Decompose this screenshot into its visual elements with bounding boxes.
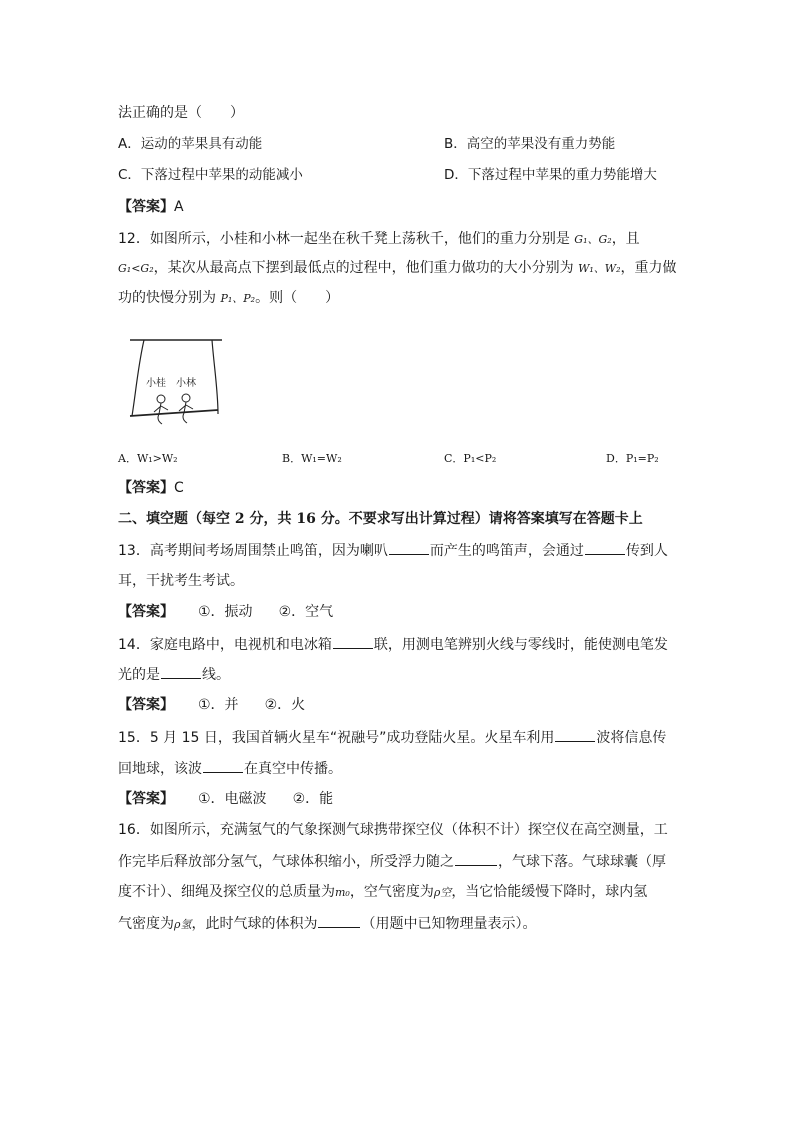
q11-stem-end: 法正确的是（ ） <box>118 105 244 121</box>
q14-line-2 <box>118 664 230 685</box>
answer-2: ②．空气 <box>278 604 334 620</box>
q12-option-c: C．P₁<P₂ <box>444 452 497 465</box>
swing-rope-left <box>132 340 144 416</box>
q13-text: 13．高考期间考场周围禁止鸣笛，因为喇叭 <box>118 543 388 559</box>
q12-text: 。则（ ） <box>255 290 340 306</box>
q12-text: ，且 <box>611 231 640 247</box>
answer-tag: 【答案】 <box>118 199 174 215</box>
q12-text: ，重力做 <box>620 260 677 276</box>
answer-2: ②．能 <box>292 791 334 807</box>
q13-text: 传到人 <box>625 543 668 559</box>
q12-line-2 <box>118 258 677 279</box>
q14-text: 联，用测电笔辨别火线与零线时，能使测电笔发 <box>373 637 668 653</box>
q13-line-1 <box>118 540 668 561</box>
q11-option-c: C．下落过程中苹果的动能减小 <box>118 167 303 183</box>
q12-answer <box>118 478 184 498</box>
q12-option-a: A．W₁>W₂ <box>118 452 178 465</box>
q16-text: 度不计）、细绳及探空仪的总质量为 <box>118 884 335 900</box>
section-2-heading: 二、填空题（每空 2 分，共 16 分。不要求写出计算过程）请将答案填写在答题卡上 <box>118 511 643 527</box>
q14-text: 光的是 <box>118 667 160 683</box>
q16-air-density-symbol: ρ空 <box>433 886 452 899</box>
answer-blank[interactable] <box>455 851 497 866</box>
q13-answer <box>118 602 333 622</box>
swing-figure <box>126 336 226 426</box>
person-head-2 <box>182 394 190 402</box>
answer-blank[interactable] <box>389 540 429 555</box>
q16-mass-symbol: m₀ <box>335 886 350 899</box>
q16-text: ，当它恰能缓慢下降时，球内氢 <box>451 884 648 900</box>
q11-option-a: A．运动的苹果具有动能 <box>118 136 263 152</box>
q12-text: ，某次从最高点下摆到最低点的过程中，他们重力做功的大小分别为 <box>153 260 574 276</box>
q14-text: 14．家庭电路中，电视机和电冰箱 <box>118 637 332 653</box>
q12-text: 功的快慢分别为 <box>118 290 216 306</box>
q12-p-pair: P₁、P₂ <box>220 292 256 305</box>
answer-tag: 【答案】 <box>118 480 174 496</box>
answer-blank[interactable] <box>318 913 360 928</box>
q16-text: 气密度为 <box>118 916 174 932</box>
answer-blank[interactable] <box>333 634 373 649</box>
q12-text: 12．如图所示，小桂和小林一起坐在秋千凳上荡秋千，他们的重力分别是 <box>118 231 570 247</box>
q14-answer <box>118 695 305 715</box>
q12-option-d: D．P₁=P₂ <box>606 452 659 465</box>
answer-2: ②．火 <box>264 697 306 713</box>
q15-answer <box>118 789 333 809</box>
q16-hydrogen-density-symbol: ρ氢 <box>174 918 192 931</box>
q15-text: 波将信息传 <box>596 730 667 746</box>
q13-text: 而产生的鸣笛声，会通过 <box>429 543 584 559</box>
figure-label-xiaolin: 小林 <box>176 378 196 389</box>
q16-text: ，气球下落。气球球囊（厚 <box>498 854 666 870</box>
swing-rope-right <box>212 340 218 414</box>
q12-g-pair: G₁、G₂ <box>574 233 612 246</box>
q12-line-1 <box>118 229 640 250</box>
q13-line-2: 耳，干扰考生考试。 <box>118 573 244 589</box>
q12-g-compare: G₁<G₂ <box>118 262 154 275</box>
q12-option-b: B．W₁=W₂ <box>282 452 342 465</box>
answer-tag: 【答案】 <box>118 604 174 620</box>
answer-tag: 【答案】 <box>118 791 174 807</box>
q11-option-b: B．高空的苹果没有重力势能 <box>444 136 616 152</box>
answer-1: ①．振动 <box>198 604 253 620</box>
q16-line-2 <box>118 851 666 872</box>
q16-text: （用题中已知物理量表示）。 <box>361 916 537 932</box>
answer-value: A <box>174 199 184 215</box>
answer-blank[interactable] <box>161 664 201 679</box>
q15-text: 在真空中传播。 <box>244 761 342 777</box>
answer-value: C <box>174 480 184 496</box>
answer-1: ①．电磁波 <box>198 791 267 807</box>
q15-text: 15．5 月 15 日，我国首辆火星车“祝融号”成功登陆火星。火星车利用 <box>118 730 555 746</box>
q11-option-d: D．下落过程中苹果的重力势能增大 <box>444 167 657 183</box>
answer-blank[interactable] <box>555 727 595 742</box>
q15-text: 回地球，该波 <box>118 761 202 777</box>
q12-line-3 <box>118 288 339 309</box>
q12-w-pair: W₁、W₂ <box>578 262 621 275</box>
q14-line-1 <box>118 634 668 655</box>
q16-text: ，此时气球的体积为 <box>191 916 318 932</box>
answer-blank[interactable] <box>203 758 243 773</box>
q15-line-2 <box>118 758 342 779</box>
q16-line-4 <box>118 913 536 935</box>
figure-label-xiaogui: 小桂 <box>146 378 166 389</box>
answer-blank[interactable] <box>585 540 625 555</box>
q11-answer <box>118 197 184 217</box>
answer-tag: 【答案】 <box>118 697 174 713</box>
q16-text: ，空气密度为 <box>349 884 434 900</box>
q14-text: 线。 <box>202 667 230 683</box>
q16-line-1: 16．如图所示，充满氢气的气象探测气球携带探空仪（体积不计）探空仪在高空测量，工 <box>118 822 668 838</box>
person-head-1 <box>157 395 165 403</box>
swing-seat <box>130 410 218 416</box>
q16-line-3 <box>118 882 647 903</box>
answer-1: ①．并 <box>198 697 239 713</box>
q16-text: 作完毕后释放部分氢气，气球体积缩小，所受浮力随之 <box>118 854 454 870</box>
q15-line-1 <box>118 727 666 748</box>
